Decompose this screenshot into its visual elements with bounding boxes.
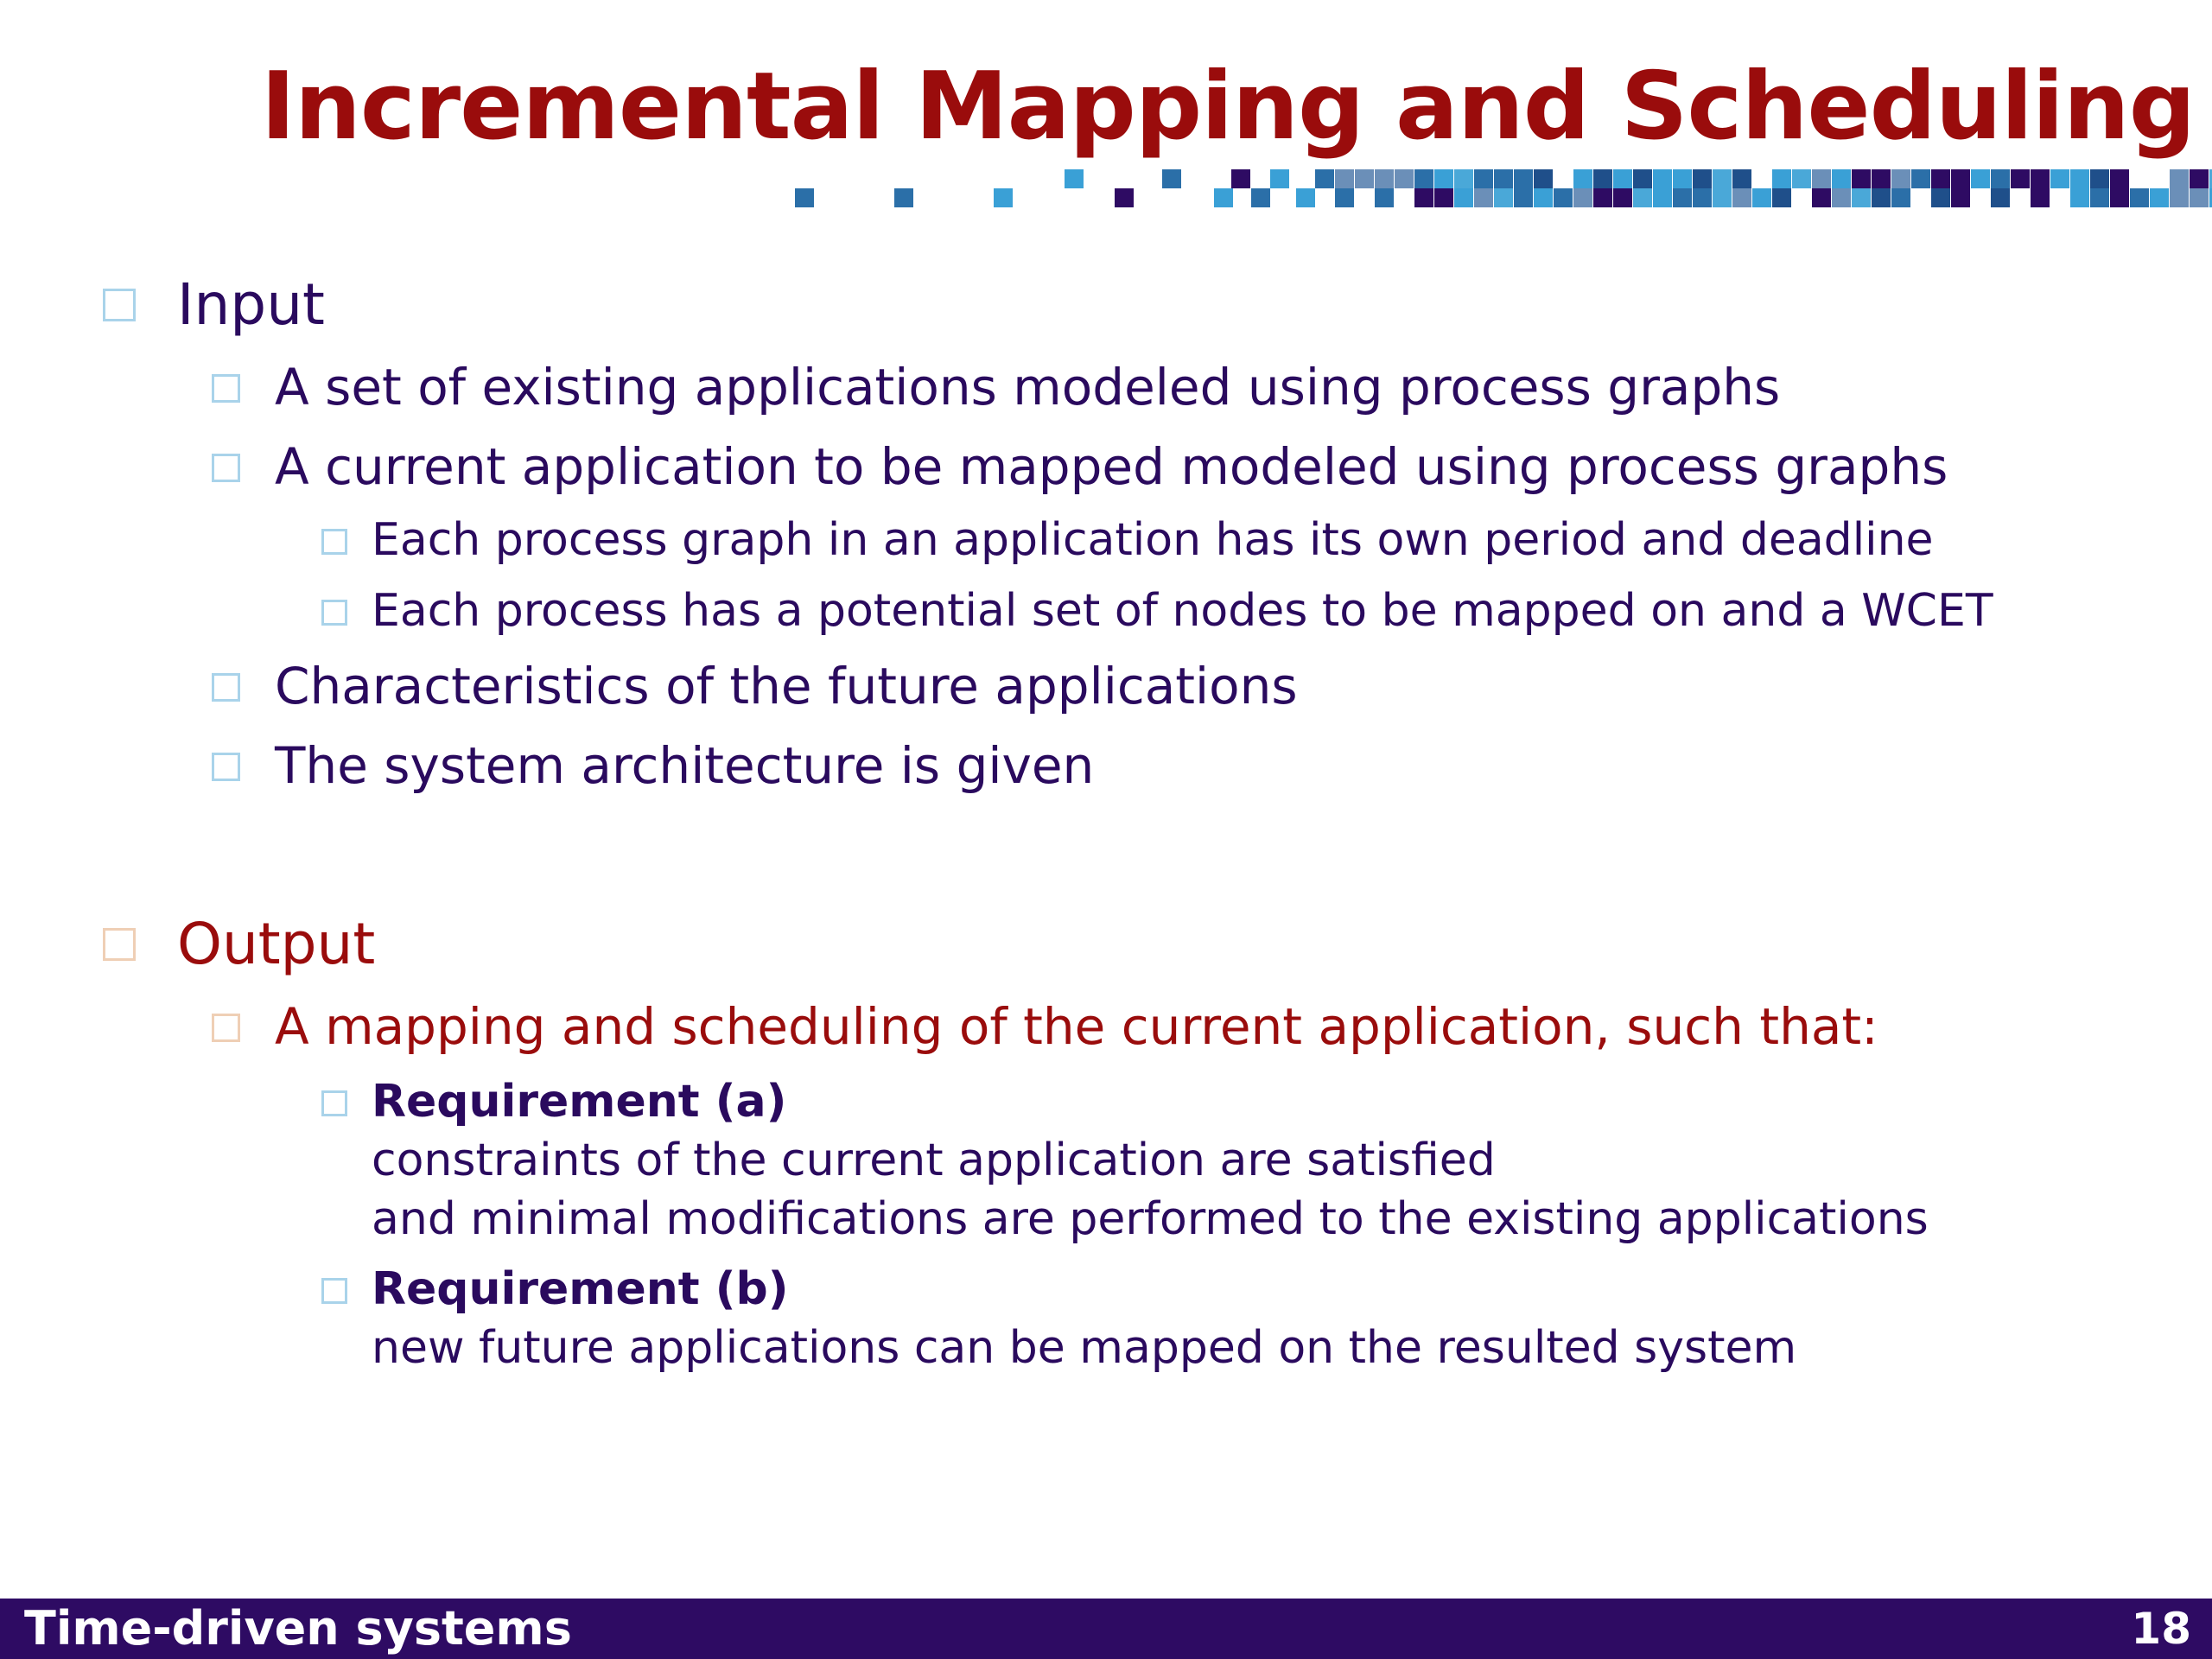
requirement-a-line1: constraints of the current application are satisfied <box>372 1135 1496 1186</box>
bullet-icon <box>212 454 240 482</box>
requirement-b-label: Requirement (b) <box>372 1263 789 1315</box>
bullet-icon <box>212 673 240 702</box>
footer-section-title: Time-driven systems <box>24 1601 572 1656</box>
input-item-current-app: A current application to be mapped modeled using process graphs <box>275 437 1948 496</box>
bullet-icon <box>212 374 240 403</box>
input-subitem-nodes-wcet: Each process has a potential set of nodes to be mapped on and a WCET <box>372 585 1993 637</box>
bullet-icon <box>103 928 136 961</box>
input-subitem-period-deadline: Each process graph in an application has its own period and deadline <box>372 514 1934 566</box>
bullet-icon <box>212 1014 240 1042</box>
bullet-icon <box>321 529 347 555</box>
footer-bar <box>0 1599 2212 1659</box>
bullet-icon <box>103 289 136 321</box>
input-heading: Input <box>177 271 325 338</box>
requirement-b-line1: new future applications can be mapped on the resulted system <box>372 1322 1797 1374</box>
slide-title: Incremental Mapping and Scheduling <box>260 53 2195 161</box>
input-item-future-apps: Characteristics of the future applications <box>275 657 1298 715</box>
requirement-a-label: Requirement (a) <box>372 1076 787 1128</box>
bullet-icon <box>321 1278 347 1304</box>
input-item-existing-apps: A set of existing applications modeled using process graphs <box>275 358 1781 416</box>
bullet-icon <box>212 753 240 781</box>
requirement-a-line2: and minimal modifications are performed to the existing applications <box>372 1193 1929 1245</box>
output-item-mapping: A mapping and scheduling of the current application, such that: <box>275 997 1878 1056</box>
page-number: 18 <box>2131 1604 2191 1654</box>
input-item-architecture: The system architecture is given <box>275 736 1095 795</box>
bullet-icon <box>321 1090 347 1116</box>
output-heading: Output <box>177 911 376 977</box>
bullet-icon <box>321 600 347 626</box>
